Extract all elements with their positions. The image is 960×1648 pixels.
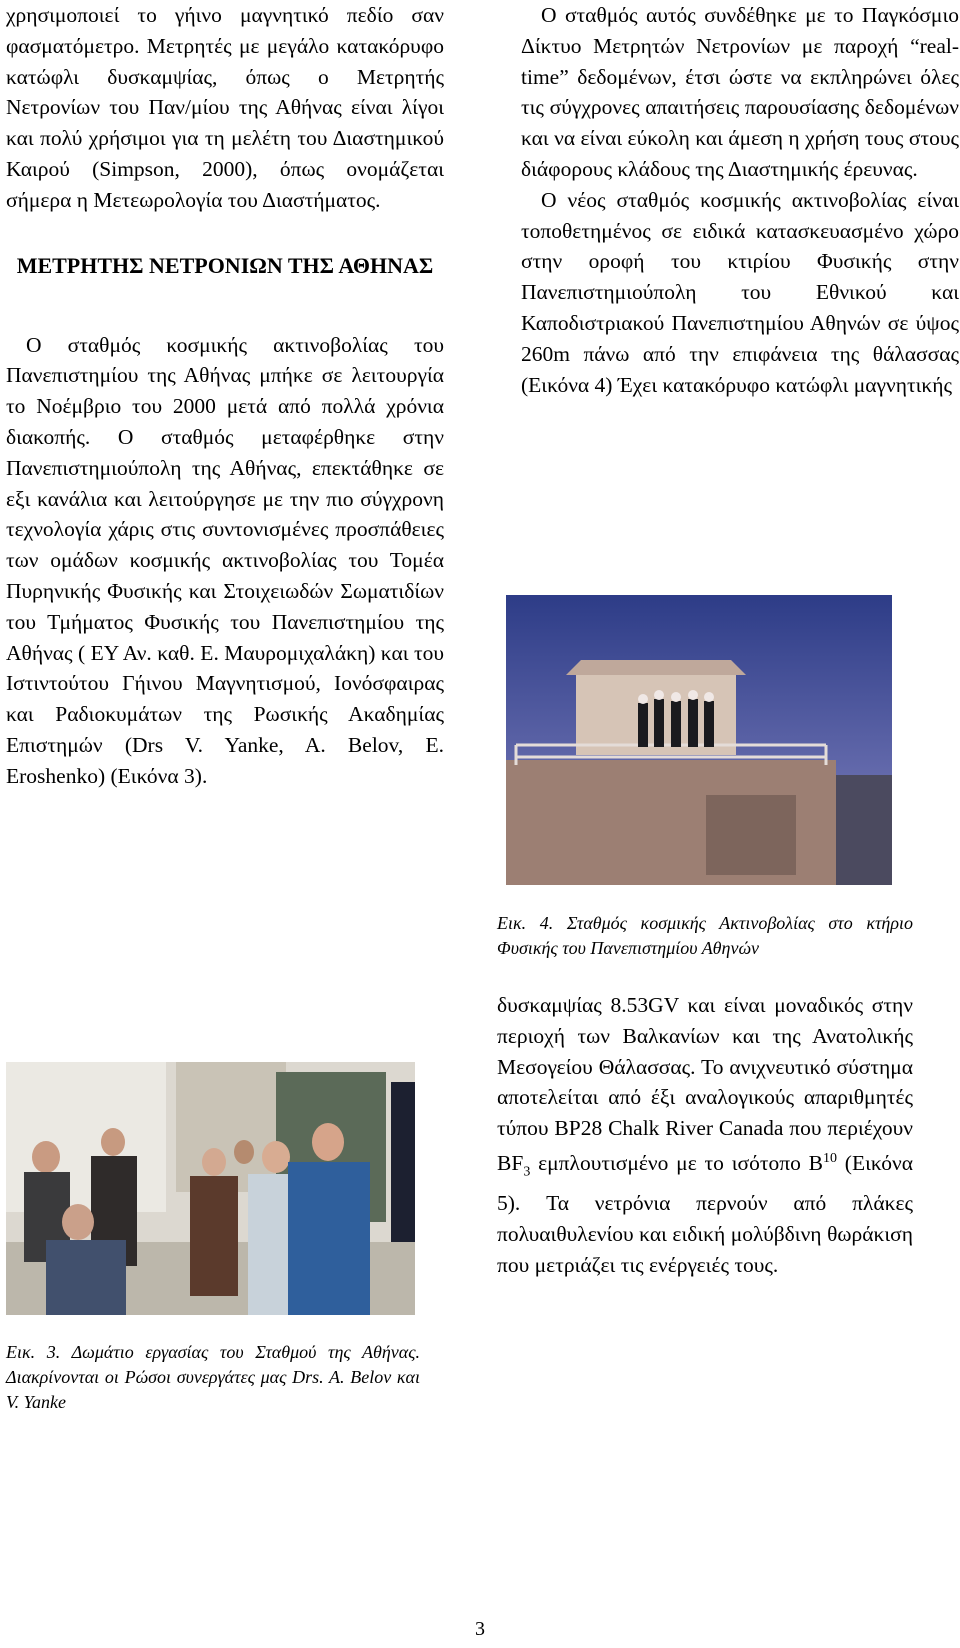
detector-column [497, 990, 913, 1281]
lab-photo [6, 1062, 415, 1315]
station-paragraph: Ο σταθμός κοσμικής ακτινοβολίας του Πανεπιστημίου της Αθήνας μπήκε σε λειτουργία το Νοέμβριο του 2000 μετά από πολλά χρόνια διακοπής. Ο σταθμός μεταφέρθηκε στην Πανεπιστημιούπολη της Αθήνας, επεκτάθηκε σε εξι κανάλια και λειτούργησε με την πιο σύγχρονη τεχνολογία χάρις στις συντονισμένες προσπάθειες των ομάδων κοσμικής ακτινοβολίας του Τομέα Πυρηνικής Φυσικής και Στοιχειωδών Σωματιδίων του Τμήματος Φυσικής του Πανεπιστημίου της Αθήνας ( ΕΥ Αν. καθ. Ε. Μαυρομιχαλάκη) και του Ιστιντούτου Γήινου Μαγνητισμού, Ιονόσφαιρας και Ραδιοκυμάτων της Ρωσικής Ακαδημίας Επιστημών (Drs V. Yanke, A. Belov, E. Eroshenko) (Εικόνα 3). [6, 332, 444, 788]
page-number: 3 [475, 1618, 485, 1640]
detector-paragraph [497, 990, 913, 1281]
detector-text-mid: εμπλουτισμένο με το ισότοπο B [530, 1151, 823, 1176]
figure-4-caption-block [497, 911, 913, 961]
figure-3-caption: Εικ. 3. Δωμάτιο εργασίας του Σταθμού της Αθήνας. Διακρίνονται οι Ρώσοι συνεργάτες μας Drs. A. Belov και V. Yanke [6, 1342, 420, 1412]
location-paragraph: Ο νέος σταθμός κοσμικής ακτινοβολίας είναι τοποθετημένος σε ειδικά κατασκευασμένο χώρο στην οροφή του κτιρίου Φυσικής στην Πανεπιστημιούπολη του Εθνικού και Καποδιστριακού Πανεπιστημίου Αθηνών σε ύψος 260m πάνω από την επιφάνεια της θάλασσας (Εικόνα 4) Έχει κατακόρυφο κατώφλι μαγνητικής [521, 187, 959, 397]
figure-4-caption: Εικ. 4. Σταθμός κοσμικής Ακτινοβολίας στο κτήριο Φυσικής του Πανεπιστημίου Αθηνών [497, 913, 913, 958]
bf3-subscript: 3 [523, 1164, 531, 1180]
left-column [6, 0, 444, 792]
station-photo [506, 595, 892, 885]
figure-3-caption-block [6, 1340, 420, 1415]
detector-text-start: δυσκαμψίας 8.53GV και είναι μοναδικός στην περιοχή των Βαλκανίων και της Ανατολικής Μεσογείου Θάλασσας. Το ανιχνευτικό σύστημα αποτελείται από έξι αναλογικούς απαριθμητές τύπου BP28 Chalk River Canada που περιέχουν BF [497, 993, 913, 1176]
network-paragraph: Ο σταθμός αυτός συνδέθηκε με το Παγκόσμιο Δίκτυο Μετρητών Νετρονίων με παροχή “real-time” δεδομένων, έτσι ώστε να εκπληρώνει όλες τις σύγχρονες απαιτήσεις παρουσίασης δεδομένων και να είναι εύκολη και άμεση η χρήση τους στους διάφορους κλάδους της Διαστημικής έρευνας. [521, 3, 959, 181]
section-heading: ΜΕΤΡΗΤΗΣ ΝΕΤΡΟΝΙΩΝ ΤΗΣ ΑΘΗΝΑΣ [16, 252, 434, 278]
right-column [521, 0, 959, 400]
intro-paragraph: χρησιμοποιεί το γήινο μαγνητικό πεδίο σαν φασματόμετρο. Μετρητές με μεγάλο κατακόρυφο κατώφλι δυσκαμψίας, όπως ο Μετρητής Νετρονίων του Παν/μίου της Αθήνας είναι λίγοι και πολύ χρήσιμοι για τη μελέτη του Διαστημικού Καιρού (Simpson, 2000), όπως ονομάζεται σήμερα η Μετεωρολογία του Διαστήματος. [6, 3, 444, 212]
detector-text-end: (Εικόνα 5). Τα νετρόνια περνούν από πλάκες πολυαιθυλενίου και ειδική μολύβδινη θωράκιση που μετριάζει τις ενέργειές τους. [497, 1151, 913, 1277]
b10-superscript: 10 [823, 1150, 837, 1166]
